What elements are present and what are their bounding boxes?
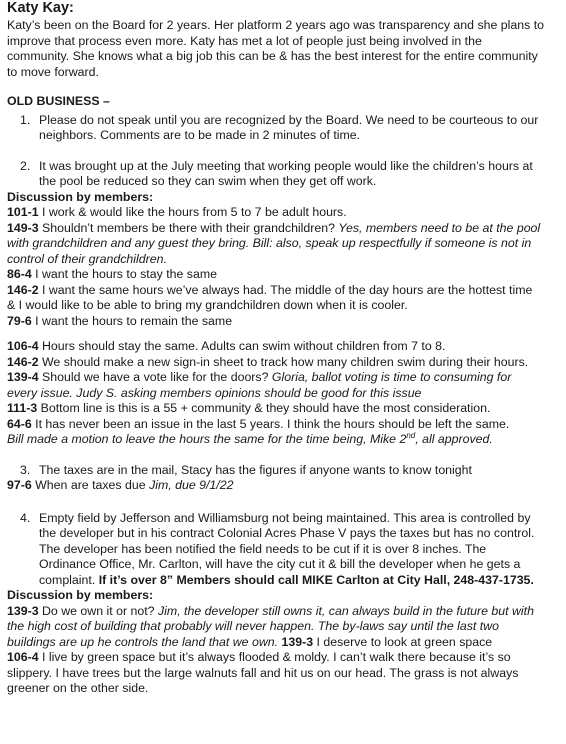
- member-comment: [7, 417, 561, 433]
- member-id: 86-4: [7, 267, 32, 281]
- list-item-2: [7, 159, 561, 190]
- board-response: Jim, due 9/1/22: [149, 478, 234, 492]
- comment-text: I work & would like the hours from 5 to 7 be adult hours.: [38, 205, 347, 219]
- old-business-heading: OLD BUSINESS –: [7, 94, 110, 108]
- member-id: 146-2: [7, 282, 39, 297]
- member-id: 97-6: [7, 478, 32, 492]
- item-line: Empty field by Jefferson and Williamsburg not being maintained. This area is controlled by: [39, 510, 531, 525]
- comment-text: Hours should stay the same. Adults can swim without children from 7 to 8.: [38, 339, 446, 353]
- comment-text: I live by green space but it’s always flooded & moldy. I can’t walk there because it’s so: [38, 650, 511, 664]
- board-response-line: control of their grandchildren.: [7, 251, 167, 266]
- member-comment: [7, 401, 561, 417]
- member-id: 106-4: [7, 650, 39, 664]
- motion-superscript: nd: [406, 430, 416, 440]
- comment-text: Should we have a vote like for the doors?: [38, 370, 272, 384]
- comment-text: Bottom line is this is a 55 + community & they should have the most consideration.: [37, 401, 491, 415]
- comment-text: We should make a new sign-in sheet to track how many children swim during their hours.: [38, 354, 529, 369]
- intro-line: to move forward.: [7, 64, 99, 79]
- member-id: 149-3: [7, 220, 39, 235]
- member-id: 146-2: [7, 354, 39, 369]
- item-line: The taxes are in the mail, Stacy has the figures if anyone wants to know tonight: [39, 462, 472, 477]
- item-line: neighbors. Comments are to be made in 2 minutes of time.: [39, 128, 361, 142]
- board-response: buildings are up he controls the land that we own.: [7, 634, 282, 649]
- board-response-line: the high cost of building that probably will never happen. The by-laws say until the last two: [7, 619, 499, 633]
- item-line: Please do not speak until you are recognized by the Board. We need to be courteous to our: [39, 112, 539, 127]
- list-item-3: [7, 463, 561, 479]
- motion-text: Bill made a motion to leave the hours the same for the time being, Mike 2: [7, 432, 407, 446]
- motion-line: [7, 432, 561, 448]
- intro-line: improve that process even more. Katy has met a lot of people just being involved in the: [7, 33, 482, 48]
- member-comment: [7, 221, 561, 237]
- member-comment: [7, 355, 561, 371]
- list-item-1: [7, 113, 561, 144]
- comment-continuation: greener on the other side.: [7, 681, 149, 695]
- list-number: 2.: [20, 158, 31, 173]
- member-id: 64-6: [7, 416, 32, 431]
- board-response-line: every issue. Judy S. asking members opinions should be good for this issue: [7, 385, 422, 400]
- comment-text: I want the hours to remain the same: [31, 313, 233, 328]
- member-comment: [7, 267, 561, 283]
- member-id: 79-6: [7, 313, 32, 328]
- item-line-last: [39, 573, 561, 589]
- member-id: 106-4: [7, 339, 39, 353]
- member-comment: [7, 314, 561, 330]
- list-number: 4.: [20, 510, 31, 525]
- member-comment: [7, 604, 561, 620]
- comment-text: I want the hours to stay the same: [31, 267, 217, 281]
- intro-line: community. She knows what a big job this can be & has the best interest for the entire community: [7, 49, 538, 63]
- member-comment: [7, 370, 561, 386]
- item-line: the pool be reduced so they can swim when they get off work.: [39, 174, 377, 188]
- member-comment: [7, 478, 561, 494]
- comment-text: I deserve to look at green space: [313, 634, 493, 649]
- item-line: the developer but in his contract Colonial Acres Phase V pays the taxes but has no control.: [39, 526, 535, 540]
- katy-kay-heading: Katy Kay:: [7, 0, 74, 16]
- member-comment: [7, 650, 561, 666]
- discussion-heading-2: Discussion by members:: [7, 588, 154, 602]
- member-id: 101-1: [7, 205, 39, 219]
- board-response: Jim, the developer still owns it, can always build in the future but with: [157, 603, 534, 618]
- intro-line: Katy’s been on the Board for 2 years. Her platform 2 years ago was transparency and she plans to: [7, 18, 545, 32]
- list-item-4: [7, 511, 561, 589]
- item-text: complaint.: [39, 572, 99, 587]
- member-comment: [7, 283, 561, 299]
- board-response: Gloria, ballot voting is time to consuming for: [271, 370, 512, 384]
- item-line: The developer has been notified the field needs to be cut if it is over 8 inches. The: [39, 541, 487, 556]
- motion-text-end: , all approved.: [415, 432, 493, 446]
- document-page: [7, 0, 561, 697]
- member-comment: [7, 205, 561, 221]
- comment-continuation: & I would like to be able to bring my grandchildren down when it is cooler.: [7, 298, 408, 312]
- board-response-line: with grandchildren and any guest they bring. Bill: also, speak up respectfully if someone is not in: [7, 236, 532, 250]
- comment-text: I want the same hours we’ve always had. The middle of the day hours are the hottest time: [38, 282, 533, 297]
- comment-continuation: slippery. I have trees but the large walnuts fall and hit us on our head. The grass is not always: [7, 665, 519, 680]
- call-instruction: If it’s over 8” Members should call MIKE Carlton at City Hall, 248-437-1735.: [98, 572, 534, 587]
- board-response: Yes, members need to be at the pool: [338, 220, 541, 235]
- comment-text: When are taxes due: [31, 478, 150, 492]
- member-id: 139-3: [7, 603, 39, 618]
- member-comment: [7, 635, 561, 651]
- comment-text: Shouldn’t members be there with their grandchildren?: [38, 220, 339, 235]
- member-id: 139-4: [7, 370, 39, 384]
- member-comment: [7, 339, 561, 355]
- comment-text: Do we own it or not?: [38, 603, 158, 618]
- list-number: 3.: [20, 462, 31, 477]
- discussion-heading: Discussion by members:: [7, 189, 154, 204]
- list-number: 1.: [20, 112, 31, 127]
- comment-text: It has never been an issue in the last 5 years. I think the hours should be left the same.: [31, 416, 510, 431]
- member-id: 139-3: [281, 634, 314, 649]
- item-line: Ordinance Office, Mr. Carlton, will have the city cut it & bill the developer when he gets a: [39, 557, 521, 571]
- member-id: 111-3: [7, 401, 38, 415]
- item-line: It was brought up at the July meeting that working people would like the children’s hours at: [39, 158, 533, 173]
